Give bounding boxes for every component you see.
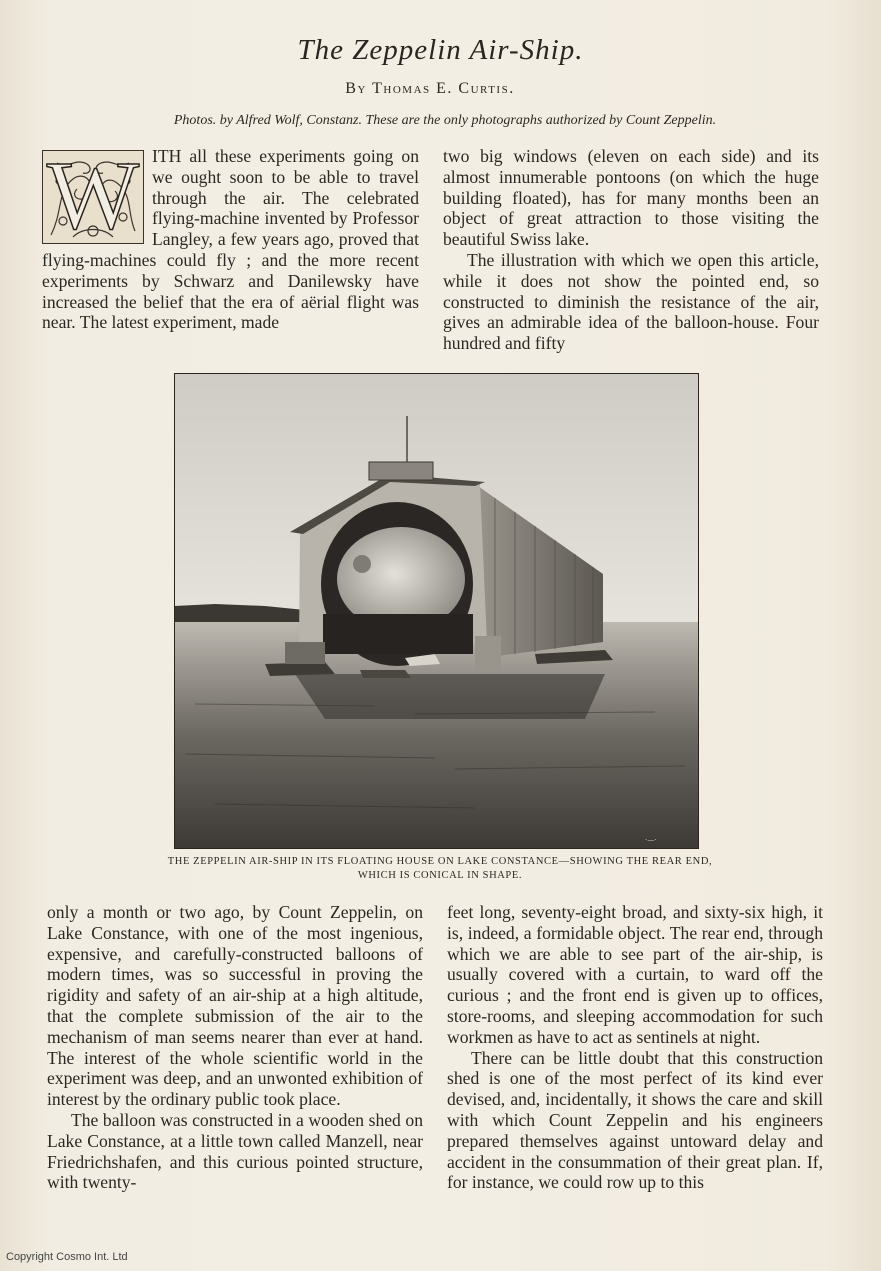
paragraph: two big windows (eleven on each side) and its almost innumerable pontoons (on which the huge building floated), has for many months been an object of great attraction to those visiting the beautiful Swiss lake. xyxy=(443,146,819,250)
caption-line: THE ZEPPELIN AIR-SHIP IN ITS FLOATING HOUSE ON LAKE CONSTANCE—SHOWING THE REAR END, xyxy=(167,856,713,867)
paragraph: The balloon was constructed in a wooden shed on Lake Constance, at a little town called Manzell, near Friedrichshafen, and this curious pointed structure, with twenty- xyxy=(47,1109,423,1193)
photo-credit: Photos. by Alfred Wolf, Constanz. These are the only photographs authorized by Count Zeppelin. xyxy=(173,113,717,128)
top-right-column xyxy=(443,146,819,354)
top-left-column xyxy=(42,142,419,333)
article-title: The Zeppelin Air-Ship. xyxy=(297,34,584,66)
bottom-left-column xyxy=(47,902,423,1193)
paragraph: There can be little doubt that this construction shed is one of the most perfect of its kind ever devised, and, incidentally, it shows the care and skill with which Count Zeppelin and his engineers prepared themselves against untoward delay and accident in the consummation of their great plan. If, for instance, we could row up to this xyxy=(447,1047,823,1193)
copyright-notice: Copyright Cosmo Int. Ltd xyxy=(6,1251,128,1263)
bottom-right-column xyxy=(447,902,823,1193)
caption-line: WHICH IS CONICAL IN SHAPE. xyxy=(357,870,523,881)
article-byline: By Thomas E. Curtis. xyxy=(345,80,515,97)
dropcap-letter: W xyxy=(46,142,140,250)
airship-floating-house-photo xyxy=(174,373,699,849)
paragraph: feet long, seventy-eight broad, and sixty-six high, it is, indeed, a formidable object. The rear end, through which we are able to see part of the air-ship, is usually covered with a curtain, to ward off the curious ; and the front end is given up to offices, store-rooms, and sleeping accommodation for such workmen as have to act as sentinels at night. xyxy=(447,902,823,1047)
paragraph: The illustration with which we open this article, while it does not show the pointed end, so constructed to diminish the resistance of the air, gives an admirable idea of the balloon-house. Four hundred and fifty xyxy=(443,249,819,354)
paragraph: ITH all these experiments going on we ought soon to be able to travel through the air. The celebrated flying-machine invented by Professor Langley, a few years ago, proved that flying-machines could fly ; and the more recent experiments by Schwarz and Danilewsky have increased the belief that the era of aërial flight was near. The latest experiment, made xyxy=(42,146,419,333)
photo-caption xyxy=(120,855,760,883)
svg-text:·—·: ·—· xyxy=(645,836,657,844)
paragraph: only a month or two ago, by Count Zeppelin, on Lake Constance, with one of the most ingenious, expensive, and carefully-constructed balloons of modern times, was so successful in proving the rigidity and safety of an air-ship at a high altitude, that the complete submission of the air to the mechanism of man seems nearer than ever at hand. The interest of the whole scientific world in the experiment was deep, and an unwonted exhibition of interest by the ordinary public took place. xyxy=(47,902,423,1110)
ornamental-dropcap xyxy=(42,142,144,250)
